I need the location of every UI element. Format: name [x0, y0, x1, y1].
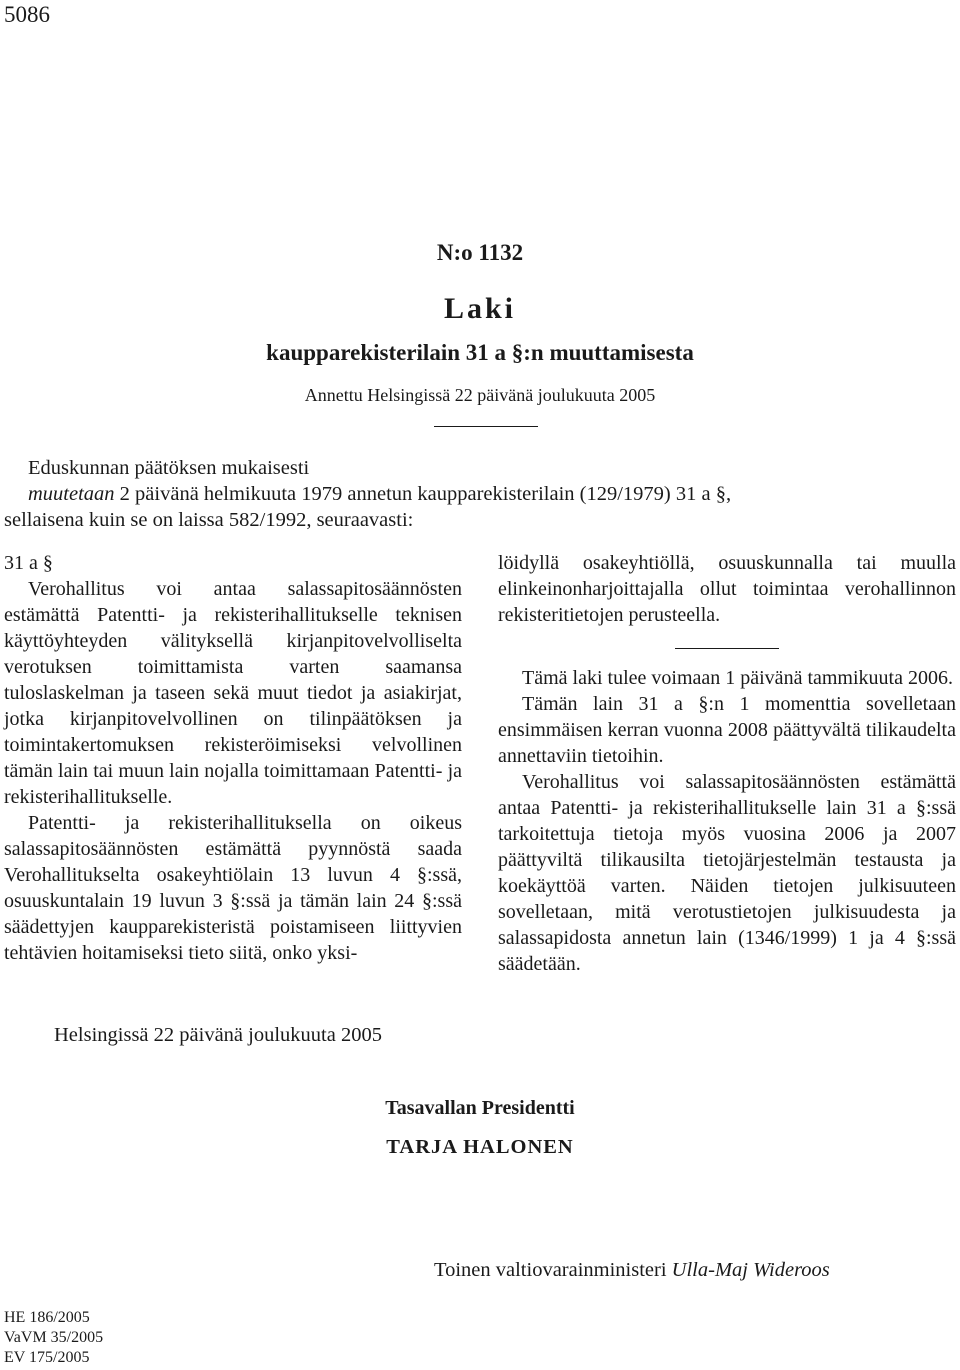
references — [4, 1308, 103, 1368]
left-paragraph-1: Verohallitus voi antaa salassapitosäännösten estämättä Patentti- ja rekisterihallitukselle teknisen käyttöyhteyden välityksellä kirjanpitovelvolliselta verotuksen toimittamista varten saamansa tuloslaskelman ja taseen sekä muut tiedot ja asiakirjat, jotka kirjanpitovelvollinen on tilinpäätöksen ja toimintakertomuksen rekisteröimiseksi velvollinen tämän lain tai muun lain nojalla toimittamaan Patentti- ja rekisterihallitukselle. — [4, 578, 462, 808]
reference-item: HE 186/2005 — [4, 1309, 90, 1326]
reference-item: EV 175/2005 — [4, 1349, 90, 1366]
divider-rule — [434, 426, 538, 427]
intro-line-2 — [28, 481, 731, 507]
signing-place-date: Helsingissä 22 päivänä joulukuuta 2005 — [54, 1024, 382, 1046]
right-column — [498, 550, 956, 977]
left-paragraph-2: Patentti- ja rekisterihallituksella on oikeus salassapitosäännösten estämättä pyynnöstä saada Verohallitukselta osakeyhtiölain 13 luvun 4 §:ssä, osuuskuntalain 19 luvun 3 §:ssä ja tämän lain 24 §:ssä säädettyjen kaupparekisteristä poistamiseen liittyvien tehtävien hoitamiseksi tieto siitä, onko yksi- — [4, 812, 462, 964]
intro-line-2-rest: 2 päivänä helmikuuta 1979 annetun kaupparekisterilain (129/1979) 31 a §, — [114, 483, 732, 505]
section-heading: 31 a § — [4, 552, 53, 574]
right-paragraph-2: Tämän lain 31 a §:n 1 momenttia sovelletaan ensimmäisen kerran vuonna 2008 päättyvältä tilikaudelta annettaviin tietoihin. — [498, 693, 956, 767]
president-name: TARJA HALONEN — [386, 1136, 574, 1158]
intro-verb: muutetaan — [28, 483, 115, 505]
intro-line-1: Eduskunnan päätöksen mukaisesti — [28, 457, 310, 479]
president-title: Tasavallan Presidentti — [385, 1097, 575, 1119]
divider-rule — [675, 648, 779, 649]
right-paragraph-1: Tämä laki tulee voimaan 1 päivänä tammikuuta 2006. — [522, 667, 953, 689]
enactment-line: Annettu Helsingissä 22 päivänä joulukuuta 2005 — [304, 385, 656, 405]
document-number: N:o 1132 — [436, 240, 524, 265]
left-column — [4, 550, 462, 966]
minister-signature — [434, 1259, 830, 1282]
minister-name: Ulla-Maj Wideroos — [671, 1259, 830, 1281]
document-type-heading: Laki — [443, 292, 517, 325]
document-title: kaupparekisterilain 31 a §:n muuttamisesta — [266, 340, 694, 365]
reference-item: VaVM 35/2005 — [4, 1329, 104, 1346]
right-paragraph-3: Verohallitus voi salassapitosäännösten estämättä antaa Patentti- ja rekisterihallitukselle lain 31 a §:ssä tarkoitettuja tietoja myös vuosina 2006 ja 2007 päättyviltä tilikausilta tietojärjestelmän testausta ja koekäyttöä varten. Näiden tietojen julkisuuteen sovelletaan, mitä verotustietojen julkisuudesta ja salassapidosta annetun lain (1346/1999) 1 ja 4 §:ssä säädetään. — [498, 771, 956, 975]
page-number: 5086 — [4, 2, 50, 27]
minister-title: Toinen valtiovarainministeri — [434, 1259, 667, 1281]
right-continuation: löidyllä osakeyhtiöllä, osuuskunnalla tai muulla elinkeinonharjoittajalla ollut toimintaa verohallinnon rekisteritietojen perusteella. — [498, 552, 956, 626]
intro-line-3: sellaisena kuin se on laissa 582/1992, seuraavasti: — [4, 509, 414, 531]
